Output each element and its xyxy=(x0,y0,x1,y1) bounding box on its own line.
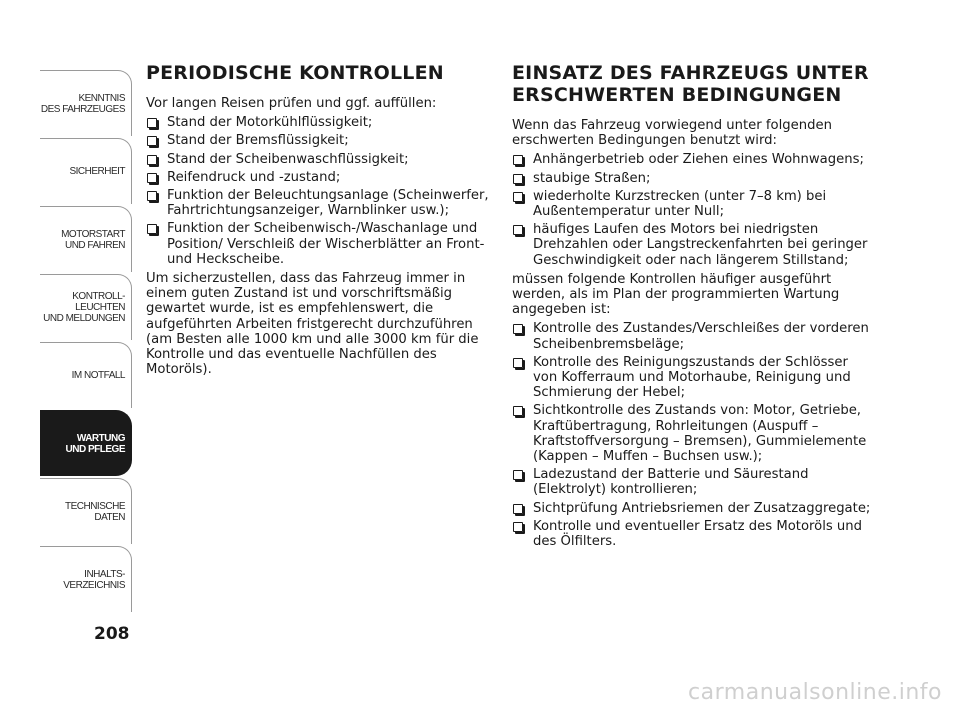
conditions-list xyxy=(512,152,872,267)
checklist-item: Reifendruck und -zustand; xyxy=(146,170,496,185)
section-heading: PERIODISCHE KONTROLLEN xyxy=(146,62,444,84)
check-item: Sichtprüfung Antriebsriemen der Zusatzaggregate; xyxy=(512,501,872,516)
condition-item: wiederholte Kurzstrecken (unter 7–8 km) bei Außentemperatur unter Null; xyxy=(512,189,872,219)
checklist-item: Stand der Bremsflüssigkeit; xyxy=(146,133,496,148)
check-item: Kontrolle und eventueller Ersatz des Motoröls und des Ölfilters. xyxy=(512,519,872,549)
tab-label: WARTUNG UND PFLEGE xyxy=(65,432,125,455)
tab-label: TECHNISCHE DATEN xyxy=(64,500,125,523)
page-number: 208 xyxy=(94,624,130,644)
checklist-item: Funktion der Beleuchtungsanlage (Scheinwerfer, Fahrtrichtungsanzeiger, Warnblinker usw.); xyxy=(146,188,496,218)
tab-im-notfall[interactable] xyxy=(40,342,132,408)
intro-text: Vor langen Reisen prüfen und ggf. auffüllen: xyxy=(146,96,437,111)
section-heading: EINSATZ DES FAHRZEUGS UNTER ERSCHWERTEN BEDINGUNGEN xyxy=(512,62,869,106)
condition-item: Anhängerbetrieb oder Ziehen eines Wohnwagens; xyxy=(512,152,872,167)
checklist-item: Stand der Scheibenwaschflüssigkeit; xyxy=(146,152,496,167)
tab-label: MOTORSTART UND FAHREN xyxy=(61,228,125,251)
checklist-item: Stand der Motorkühlflüssigkeit; xyxy=(146,115,496,130)
intro-text: Wenn das Fahrzeug vorwiegend unter folgenden erschwerten Bedingungen benutzt wird: xyxy=(512,118,832,149)
right-column xyxy=(512,62,872,553)
tab-technische-daten[interactable] xyxy=(40,478,132,544)
tab-label: KENNTNIS DES FAHRZEUGES xyxy=(40,92,125,115)
condition-item: häufiges Laufen des Motors bei niedrigsten Drehzahlen oder Langstreckenfahrten bei geringer Geschwindigkeit oder nach längerem Stillstand; xyxy=(512,222,872,268)
check-item: Sichtkontrolle des Zustands von: Motor, Getriebe, Kraftübertragung, Rohrleitungen (Auspuff – Kraftstoffversorgung – Bremsen), Gummielemente (Kappen – Muffen – Buchsen usw.); xyxy=(512,403,872,464)
watermark-text: carmanualsonline.info xyxy=(688,680,942,705)
paragraph-text: müssen folgende Kontrollen häufiger ausgeführt werden, als im Plan der programmierten Wartung angegeben ist: xyxy=(512,271,840,318)
tab-label: SICHERHEIT xyxy=(69,166,125,177)
check-item: Kontrolle des Reinigungszustands der Schlösser von Kofferraum und Motorhaube, Reinigung und Schmierung der Hebel; xyxy=(512,355,872,401)
tab-kenntnis[interactable] xyxy=(40,70,132,136)
tab-wartung-active[interactable] xyxy=(40,410,132,476)
tab-motorstart[interactable] xyxy=(40,206,132,272)
condition-item: staubige Straßen; xyxy=(512,171,872,186)
tab-label: KONTROLL- LEUCHTEN UND MELDUNGEN xyxy=(43,291,125,324)
tab-label: IM NOTFALL xyxy=(71,370,125,381)
check-item: Ladezustand der Batterie und Säurestand (Elektrolyt) kontrollieren; xyxy=(512,467,872,497)
tab-kontrollleuchten[interactable] xyxy=(40,274,132,340)
checks-list xyxy=(512,321,872,549)
tab-sicherheit[interactable] xyxy=(40,138,132,204)
paragraph-text: Um sicherzustellen, dass das Fahrzeug immer in einem guten Zustand ist und vorschriftsmäßig gewartet wurde, ist es empfehlenswert, die aufgeführten Arbeiten fristgerecht durchzuführen (am Besten alle 1000 km und alle 3000 km für die Kontrolle und das eventuelle Nachfüllen des Motoröls). xyxy=(146,271,479,378)
tab-inhaltsverzeichnis[interactable] xyxy=(40,546,132,612)
left-column xyxy=(146,62,496,381)
check-item: Kontrolle des Zustandes/Verschleißes der vorderen Scheibenbremsbeläge; xyxy=(512,321,872,351)
checklist xyxy=(146,115,496,267)
tab-label: INHALTS- VERZEICHNIS xyxy=(63,568,125,591)
checklist-item: Funktion der Scheibenwisch-/Waschanlage und Position/ Verschleiß der Wischerblätter an Front- und Heckscheibe. xyxy=(146,221,496,267)
